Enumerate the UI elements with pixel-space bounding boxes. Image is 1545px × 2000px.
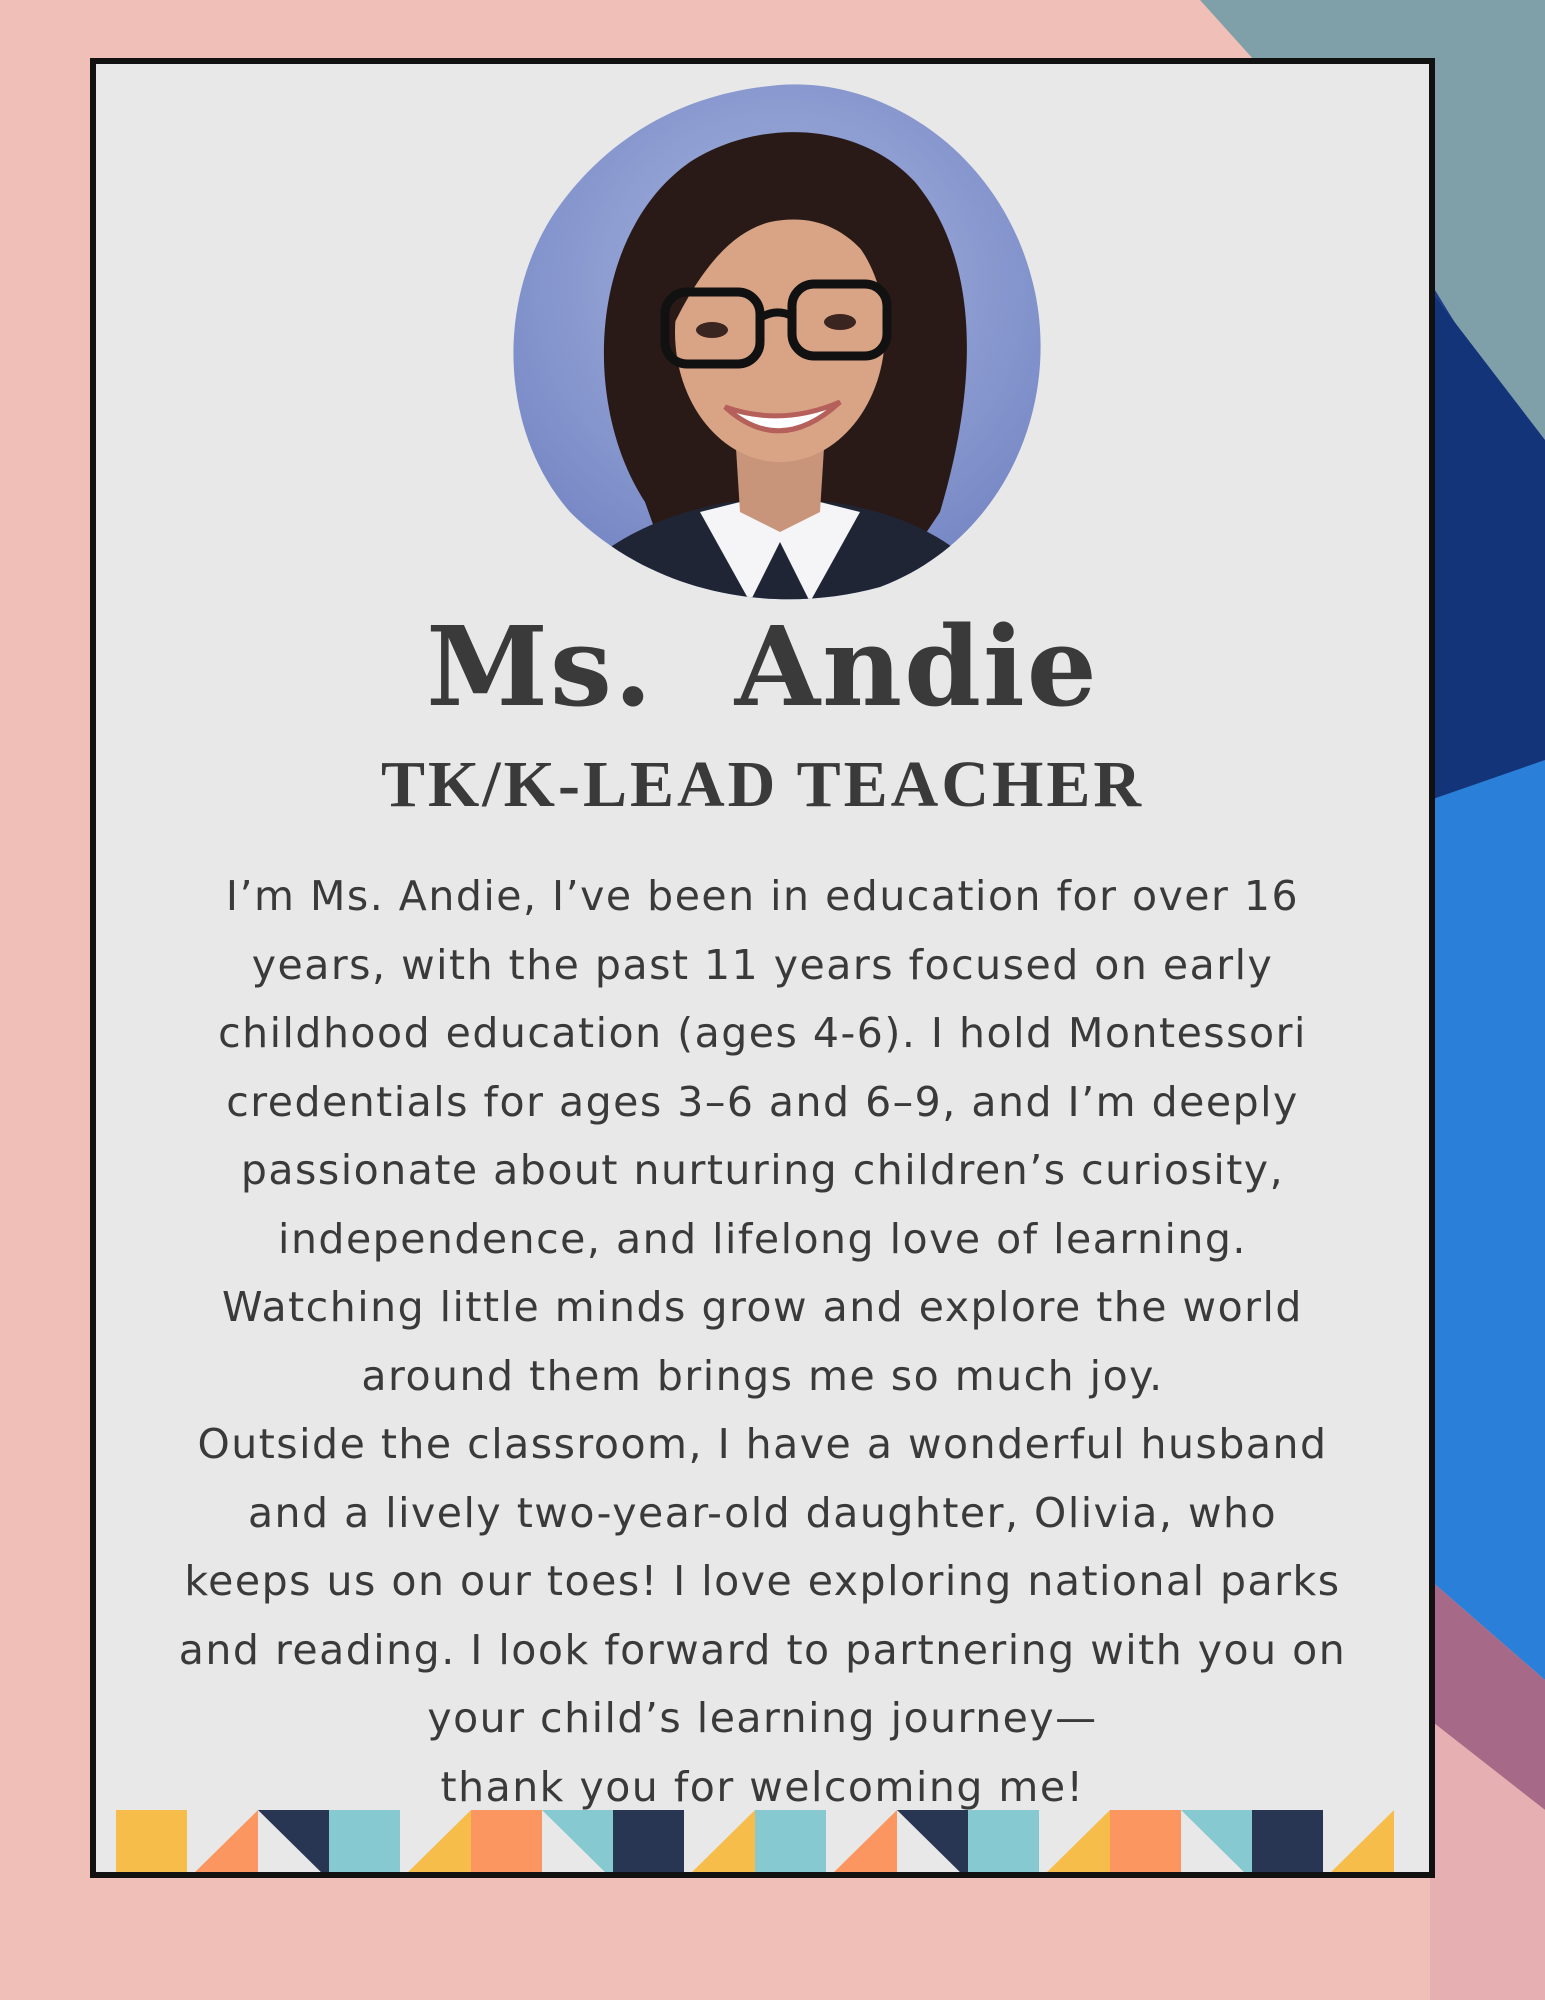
- teacher-name: Ms. Andie: [426, 602, 1099, 731]
- teacher-role: TK/K-LEAD TEACHER: [380, 748, 1145, 821]
- bio-line: and a lively two-year-old daughter, Olivia, who: [247, 1488, 1278, 1537]
- pattern-tile: [1110, 1810, 1181, 1878]
- pattern-tile: [187, 1810, 258, 1878]
- pattern-tile: [1039, 1810, 1110, 1878]
- pattern-tile: [826, 1810, 897, 1878]
- pattern-tile: [613, 1810, 684, 1878]
- bio-line: around them brings me so much joy.: [361, 1351, 1164, 1400]
- pattern-tile: [116, 1810, 187, 1878]
- pattern-tile: [897, 1810, 968, 1878]
- bio-line: thank you for welcoming me!: [440, 1762, 1085, 1811]
- teacher-photo: [500, 72, 1060, 602]
- bio-line: years, with the past 11 years focused on early: [251, 940, 1274, 989]
- bio-line: I’m Ms. Andie, I’ve been in education for over 16: [225, 872, 1300, 920]
- geometric-pattern-border: [116, 1810, 1394, 1878]
- teacher-bio: [126, 862, 1399, 1821]
- bio-line: Outside the classroom, I have a wonderful husband: [197, 1420, 1328, 1468]
- bio-line: Watching little minds grow and explore the world: [222, 1283, 1303, 1331]
- bio-line: your child’s learning journey—: [427, 1694, 1098, 1742]
- bio-line: and reading. I look forward to partnering with you on: [178, 1625, 1347, 1674]
- pattern-tile: [684, 1810, 755, 1878]
- pattern-tile: [258, 1810, 329, 1878]
- bio-line: independence, and lifelong love of learning.: [278, 1214, 1247, 1263]
- pattern-tile: [755, 1810, 826, 1878]
- pattern-tile: [1323, 1810, 1394, 1878]
- pattern-tile: [471, 1810, 542, 1878]
- bio-line: passionate about nurturing children’s curiosity,: [240, 1146, 1285, 1194]
- pattern-tile: [1181, 1810, 1252, 1878]
- pattern-tile: [1252, 1810, 1323, 1878]
- pattern-tile: [968, 1810, 1039, 1878]
- pattern-tile: [542, 1810, 613, 1878]
- bio-line: keeps us on our toes! I love exploring national parks: [184, 1557, 1341, 1605]
- bio-line: childhood education (ages 4-6). I hold Montessori: [218, 1009, 1307, 1057]
- bio-line: credentials for ages 3–6 and 6–9, and I’m deeply: [226, 1077, 1299, 1126]
- pattern-tile: [400, 1810, 471, 1878]
- teacher-card: [90, 58, 1435, 1878]
- pattern-tile: [329, 1810, 400, 1878]
